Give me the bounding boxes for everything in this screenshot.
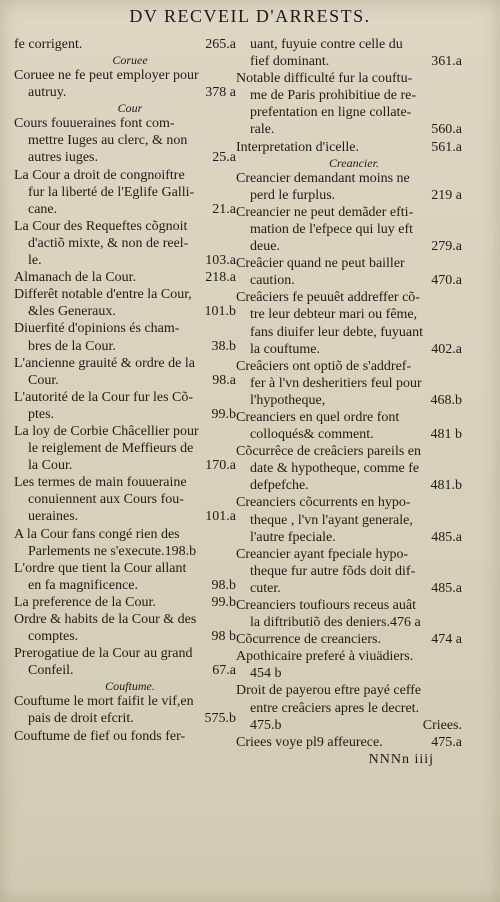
entry-text: Creanciers cõcurrents en hypo- (236, 495, 411, 511)
index-entry-line (14, 218, 236, 235)
entry-text: Cours fouueraines font com- (14, 116, 175, 132)
entry-text: Creanciers toufiours receus auât (236, 598, 416, 613)
page-reference: 99.b (211, 406, 236, 422)
entry-text: perd le furplus. (250, 187, 336, 203)
page-reference: 474 a (431, 632, 462, 648)
page-reference: 101.a (205, 509, 236, 525)
index-entry-line (14, 36, 236, 53)
index-entry-line (236, 717, 462, 734)
entry-text: L'autorité de la Cour fur les Cõ- (14, 389, 194, 405)
entry-text: l'autre fpeciale. (250, 529, 336, 545)
entry-text: en fa magnificence. (28, 577, 138, 593)
index-entry-line (14, 611, 236, 628)
entry-text: conuiennent aux Cours fou- (28, 492, 184, 508)
right-column (236, 36, 462, 768)
entry-text: la Cour. (28, 458, 73, 474)
index-entry-line (14, 338, 236, 355)
index-entry-line (236, 546, 462, 563)
index-entry-line (236, 87, 462, 104)
index-entry-line (236, 563, 462, 580)
index-entry-line (236, 289, 462, 306)
index-entry-line (236, 597, 462, 614)
entry-text: 454 b (250, 666, 282, 682)
entry-text: Les termes de main fouueraine (14, 475, 187, 491)
section-heading: Coruee (112, 53, 148, 68)
index-entry-line (236, 648, 462, 665)
index-entry-line (14, 560, 236, 577)
page-reference: 98 b (211, 629, 236, 645)
page-reference: 481 b (430, 427, 462, 443)
index-entry-line (14, 84, 236, 101)
entry-text: fans diuifer leur debte, fuyuant (250, 324, 423, 340)
entry-text: theque , l'vn l'ayant generale, (250, 512, 413, 528)
index-entry-line (14, 372, 236, 389)
index-entry-line (236, 375, 462, 392)
entry-text: rale. (250, 122, 275, 138)
section-heading: Creancier. (329, 155, 379, 170)
entry-text: uant, fuyuie contre celle du (250, 37, 403, 52)
entry-text: autres iuges. (28, 150, 98, 166)
entry-text: Confeil. (28, 663, 74, 679)
index-entry-line (236, 272, 462, 289)
page-reference: 470.a (431, 273, 462, 289)
entry-text: le. (28, 253, 42, 269)
entry-text: tre leur debteur mari ou fême, (250, 307, 418, 323)
index-entry-line (14, 184, 236, 201)
entry-text: me de Paris prohibitiue de re- (250, 88, 417, 104)
index-entry-line (236, 512, 462, 529)
section-heading: Couftume. (105, 679, 155, 694)
index-entry-line (236, 580, 462, 597)
index-entry-line (14, 474, 236, 491)
page-reference: 485.a (431, 529, 462, 545)
section-heading: Cour (117, 101, 143, 116)
index-entry-line (14, 149, 236, 166)
index-entry-line (14, 508, 236, 525)
entry-text: bres de la Cour. (28, 338, 116, 354)
index-entry-line (236, 477, 462, 494)
entry-text: Apothicaire preferé à viuädiers. (236, 649, 414, 665)
entry-text: Parlements ne s'execute.198.b (28, 543, 197, 559)
page-reference: 170.a (205, 458, 236, 474)
entry-text: La loy de Corbie Châcellier pour (14, 423, 199, 439)
entry-text: fer à l'vn desheritiers feul pour (250, 375, 422, 391)
entry-text: L'ancienne grauité & ordre de la (14, 355, 195, 371)
index-entry-line (236, 700, 462, 717)
entry-text: La preference de la Cour. (14, 594, 156, 610)
page-reference: 279.a (431, 239, 462, 255)
entry-text: L'ordre que tient la Cour allant (14, 560, 187, 576)
index-entry-line (236, 341, 462, 358)
index-entry-line (14, 286, 236, 303)
page-reference: 561.a (431, 139, 462, 155)
entry-text: ptes. (28, 406, 55, 422)
entry-text: la diftributiõ des deniers.476 a (250, 615, 421, 631)
index-entry-line (14, 252, 236, 269)
page-reference: 219 a (431, 187, 462, 203)
index-entry-line (14, 457, 236, 474)
index-entry-line (236, 221, 462, 238)
entry-text: colloqués& comment. (250, 427, 374, 443)
entry-text: theque fur autre fõds doit dif- (250, 563, 416, 579)
index-entry-line (236, 426, 462, 443)
index-entry-line (236, 306, 462, 323)
index-entry-line (14, 728, 236, 745)
entry-text: cuter. (250, 580, 281, 596)
index-entry-line (236, 187, 462, 204)
index-entry-line (236, 358, 462, 375)
entry-text: mation de l'efpece qui luy eft (250, 221, 414, 237)
entry-text: le reiglement de Meffieurs de (28, 441, 194, 457)
entry-text: l'hypotheque, (250, 392, 326, 408)
index-entry-line (14, 577, 236, 594)
entry-text: Cõcurrêce de creâciers pareils en (236, 444, 421, 460)
page-reference: 98.b (211, 577, 236, 593)
entry-text: Couftume de fief ou fonds fer- (14, 728, 186, 744)
index-entry-line (236, 460, 462, 477)
index-entry-line (236, 392, 462, 409)
entry-text: date & hypotheque, comme fe (250, 461, 420, 477)
entry-text: Interpretation d'icelle. (236, 139, 360, 155)
page-reference: 402.a (431, 341, 462, 357)
entry-text: La Cour des Requeftes cõgnoit (14, 218, 188, 234)
index-entry-line (14, 67, 236, 84)
index-entry-line (236, 494, 462, 511)
entry-text: Coruee ne fe peut employer pour (14, 68, 199, 84)
entry-text: La Cour a droit de congnoiftre (14, 167, 185, 183)
index-entry-line (236, 529, 462, 546)
page-reference: 21.a (212, 201, 236, 217)
index-entry-line (14, 693, 236, 710)
index-entry-line (236, 70, 462, 87)
index-entry-line (236, 204, 462, 221)
page-reference: 101.b (204, 304, 236, 320)
index-entry-line (14, 115, 236, 132)
entry-text: Creâciers ont optiõ de s'addref- (236, 358, 412, 374)
entry-text: entre creâciers apres le decret. (250, 700, 420, 716)
entry-text: Prerogatiue de la Cour au grand (14, 646, 193, 662)
entry-text: Almanach de la Cour. (14, 270, 137, 286)
index-entry-line (14, 710, 236, 727)
page-reference: 99.b (211, 594, 236, 610)
page-reference: 575.b (204, 711, 236, 727)
entry-text: d'actiõ mixte, & non de reel- (28, 235, 189, 251)
entry-text: Diuerfité d'opinions és cham- (14, 321, 180, 337)
entry-text: Notable difficulté fur la couftu- (236, 71, 413, 87)
entry-text: Cõcurrence de creanciers. (236, 632, 381, 648)
index-entry-line (236, 121, 462, 138)
entry-text: Couftume le mort faifit le vif,en (14, 694, 194, 710)
index-entry-line (236, 36, 462, 53)
index-entry-line (236, 170, 462, 187)
entry-text: A la Cour fans congé rien des (14, 526, 180, 542)
left-column (14, 36, 236, 745)
entry-text: Creancier demandant moins ne (236, 170, 410, 186)
index-entry-line (236, 443, 462, 460)
index-entry-line (14, 320, 236, 337)
page-reference: 67.a (212, 663, 236, 679)
entry-text: Ordre & habits de la Cour & des (14, 612, 197, 627)
entry-text: fief dominant. (250, 54, 330, 70)
entry-text: deue. (250, 239, 280, 255)
index-entry-line (14, 269, 236, 286)
page-reference: 475.a (431, 734, 462, 750)
page-reference: 38.b (211, 338, 236, 354)
signature-mark: NNNn iiij (368, 751, 434, 767)
entry-text: prefentation en ligne collate- (250, 105, 412, 121)
page-reference: 25.a (212, 150, 236, 166)
entry-text: Droit de payerou eftre payé ceffe (236, 683, 422, 699)
index-entry-line (236, 255, 462, 272)
page-reference: 98.a (212, 372, 236, 388)
index-entry-line (14, 167, 236, 184)
index-entry-line (14, 645, 236, 662)
page-reference: 361.a (431, 54, 462, 70)
page-reference: 265.a (205, 37, 236, 52)
entry-text: caution. (250, 273, 295, 289)
index-entry-line (14, 201, 236, 218)
entry-text: ueraines. (28, 509, 79, 525)
entry-text: mettre Iuges au clerc, & non (28, 133, 188, 149)
running-header: DV RECVEIL D'ARRESTS. (129, 6, 371, 26)
index-entry-line (14, 132, 236, 149)
entry-text: Creancier ayant fpeciale hypo- (236, 546, 409, 562)
page-reference: 560.a (431, 122, 462, 138)
index-entry-line (14, 303, 236, 320)
entry-text: fe corrigent. (14, 37, 83, 52)
entry-text: 475.b (250, 717, 282, 733)
index-entry-line (14, 491, 236, 508)
index-entry-line (236, 238, 462, 255)
page-reference: 468.b (430, 392, 462, 408)
index-entry-line (236, 409, 462, 426)
page-reference: 103.a (205, 253, 236, 269)
index-entry-line (236, 53, 462, 70)
index-entry-line (14, 355, 236, 372)
index-entry-line (14, 235, 236, 252)
entry-text: cane. (28, 201, 58, 217)
entry-text: comptes. (28, 629, 79, 645)
index-entry-line (14, 594, 236, 611)
entry-text: &les Generaux. (28, 304, 116, 320)
page-reference: 485.a (431, 580, 462, 596)
entry-text: Creâcier quand ne peut bailler (236, 256, 405, 272)
entry-text: Creancier ne peut demãder efti- (236, 204, 414, 220)
entry-text: Cour. (28, 372, 59, 388)
index-entry-line (236, 104, 462, 121)
page-reference: Criees. (422, 717, 462, 733)
entry-text: la couftume. (250, 341, 320, 357)
index-entry-line (14, 423, 236, 440)
index-entry-line (14, 662, 236, 679)
entry-text: Criees voye pl9 affeurece. (236, 734, 383, 750)
page-reference: 378 a (205, 85, 236, 101)
index-entry-line (236, 631, 462, 648)
page-reference: 481.b (430, 478, 462, 494)
index-entry-line (236, 324, 462, 341)
index-entry-line (236, 139, 462, 156)
entry-text: Differêt notable d'entre la Cour, (14, 287, 192, 303)
index-entry-line (236, 614, 462, 631)
entry-text: Creanciers en quel ordre font (236, 409, 400, 425)
index-entry-line (14, 389, 236, 406)
index-entry-line (14, 526, 236, 543)
index-entry-line (14, 406, 236, 423)
index-entry-line (236, 682, 462, 699)
entry-text: Creâciers fe peuuêt addreffer cõ- (236, 290, 420, 306)
index-entry-line (14, 628, 236, 645)
index-entry-line (14, 543, 236, 560)
index-entry-line (236, 665, 462, 682)
entry-text: autruy. (28, 85, 67, 101)
page-reference: 218.a (205, 270, 236, 286)
entry-text: pais de droit efcrit. (28, 711, 134, 727)
index-entry-line (236, 734, 462, 751)
entry-text: defpefche. (250, 478, 309, 494)
index-entry-line (14, 440, 236, 457)
entry-text: fur la liberté de l'Eglife Galli- (28, 184, 195, 200)
